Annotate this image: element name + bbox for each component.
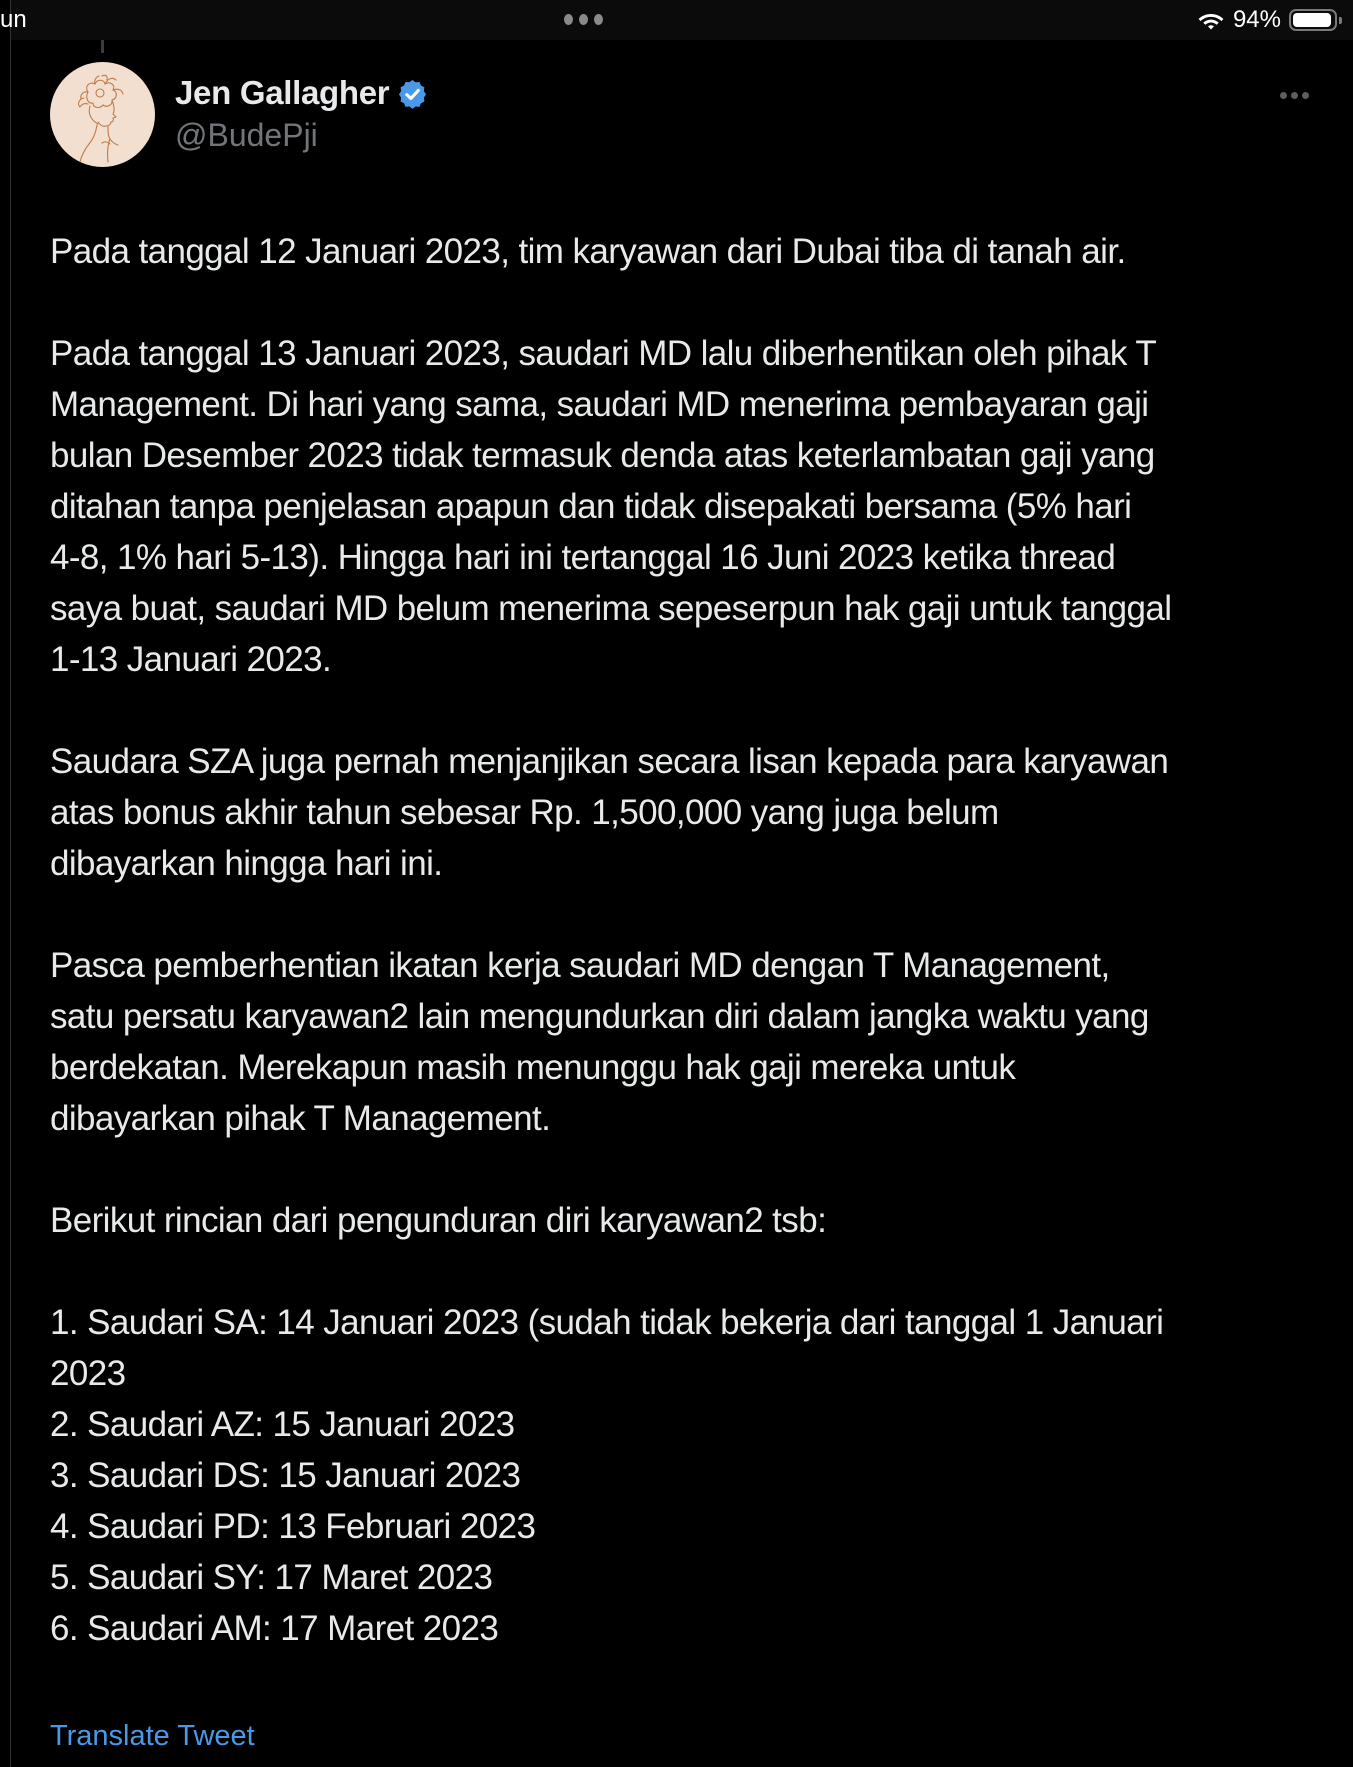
status-bar — [0, 0, 1353, 40]
thread-connector-line — [101, 40, 104, 53]
battery-percentage: 94% — [1232, 6, 1281, 33]
translate-tweet-link[interactable]: Translate Tweet — [50, 1720, 255, 1752]
text-line: Management. Di hari yang sama, saudari MD menerima pembayaran gaji — [50, 385, 1149, 424]
author-name-row — [175, 72, 428, 114]
tweet-paragraph — [50, 736, 1320, 889]
three-dots-icon[interactable] — [564, 14, 603, 25]
more-horizontal-icon — [1302, 92, 1309, 99]
text-line: Pasca pemberhentian ikatan kerja saudari MD dengan T Management, — [50, 946, 1110, 985]
list-item: 2. Saudari AZ: 15 Januari 2023 — [50, 1405, 515, 1444]
avatar[interactable] — [50, 62, 155, 167]
list-item: 1. Saudari SA: 14 Januari 2023 (sudah tidak bekerja dari tanggal 1 Januari — [50, 1303, 1164, 1342]
more-options-button[interactable] — [1272, 80, 1316, 110]
wifi-icon — [1197, 10, 1225, 30]
dot — [579, 14, 588, 25]
list-item: 3. Saudari DS: 15 Januari 2023 — [50, 1456, 521, 1495]
text-line: Saudara SZA juga pernah menjanjikan secara lisan kepada para karyawan — [50, 742, 1169, 781]
status-indicators — [1197, 6, 1343, 34]
text-line: dibayarkan hingga hari ini. — [50, 844, 443, 883]
text-line: Berikut rincian dari pengunduran diri karyawan2 tsb: — [50, 1201, 827, 1240]
text-line: satu persatu karyawan2 lain mengundurkan diri dalam jangka waktu yang — [50, 997, 1149, 1036]
list-item: 6. Saudari AM: 17 Maret 2023 — [50, 1609, 499, 1648]
tweet-text — [50, 226, 1320, 1705]
text-line: 1-13 Januari 2023. — [50, 640, 332, 679]
more-horizontal-icon — [1280, 92, 1287, 99]
tweet-paragraph — [50, 940, 1320, 1144]
dot — [594, 14, 603, 25]
list-item: 5. Saudari SY: 17 Maret 2023 — [50, 1558, 493, 1597]
text-line: Pada tanggal 12 Januari 2023, tim karyawan dari Dubai tiba di tanah air. — [50, 232, 1126, 271]
more-horizontal-icon — [1291, 92, 1298, 99]
tweet-paragraph — [50, 226, 1320, 277]
text-line: berdekatan. Merekapun masih menunggu hak gaji mereka untuk — [50, 1048, 1016, 1087]
battery-nub — [1339, 17, 1342, 24]
text-line: dibayarkan pihak T Management. — [50, 1099, 551, 1138]
text-line: ditahan tanpa penjelasan apapun dan tidak disepakati bersama (5% hari — [50, 487, 1132, 526]
text-line: Pada tanggal 13 Januari 2023, saudari MD lalu diberhentikan oleh pihak T — [50, 334, 1157, 373]
status-left-text: un — [0, 6, 27, 33]
text-line: 4-8, 1% hari 5-13). Hingga hari ini tertanggal 16 Juni 2023 ketika thread — [50, 538, 1116, 577]
battery-fill — [1293, 13, 1331, 27]
dot — [564, 14, 573, 25]
author-handle[interactable]: @BudePji — [175, 117, 318, 153]
text-line: bulan Desember 2023 tidak termasuk denda atas keterlambatan gaji yang — [50, 436, 1155, 475]
list-item: 2023 — [50, 1354, 126, 1393]
left-divider — [10, 0, 11, 1767]
author-display-name[interactable]: Jen Gallagher — [175, 74, 390, 111]
text-line: saya buat, saudari MD belum menerima sepeserpun hak gaji untuk tanggal — [50, 589, 1172, 628]
battery-icon — [1289, 9, 1337, 31]
tweet-paragraph — [50, 1195, 1320, 1246]
resignation-list — [50, 1297, 1320, 1654]
avatar-line-art-icon — [50, 62, 155, 167]
verified-badge-icon[interactable] — [397, 78, 428, 109]
list-item: 4. Saudari PD: 13 Februari 2023 — [50, 1507, 536, 1546]
tweet-paragraph — [50, 328, 1320, 685]
text-line: atas bonus akhir tahun sebesar Rp. 1,500,000 yang juga belum — [50, 793, 999, 832]
